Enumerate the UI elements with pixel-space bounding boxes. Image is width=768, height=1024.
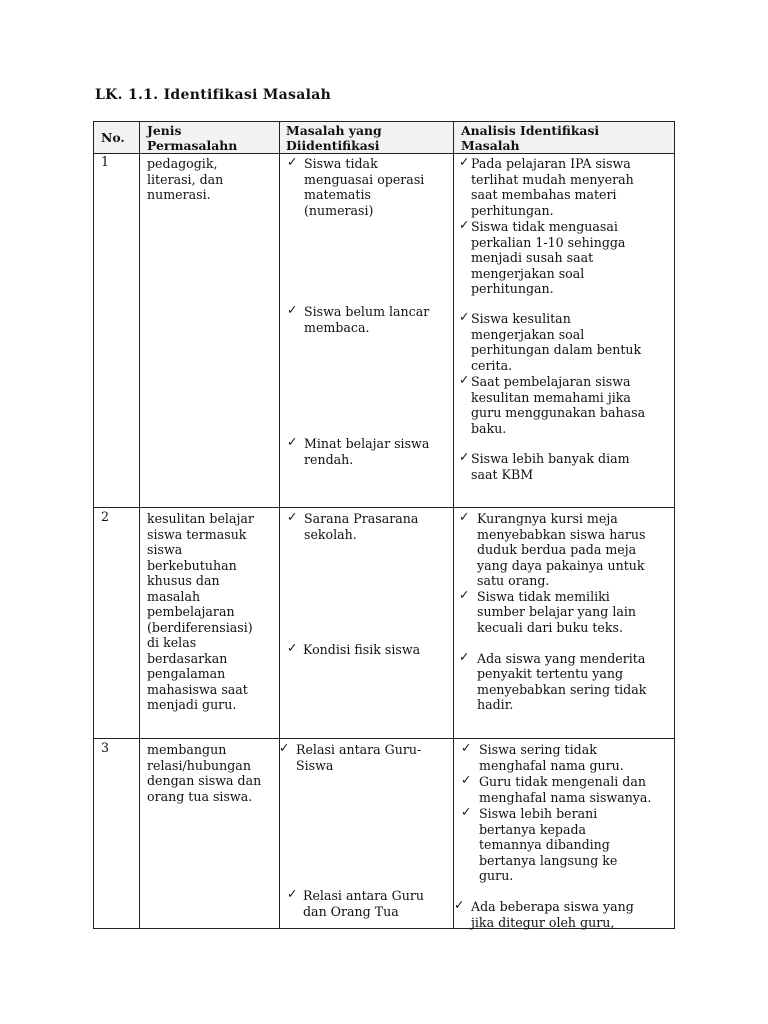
analisis-line: Pada pelajaran IPA siswa [471,156,631,171]
analisis-line: mengerjakan soal [471,266,585,281]
jenis-line: pembelajaran [147,604,235,619]
jenis-line: berdasarkan [147,651,228,666]
header-masalah-line1: Masalah yang [286,123,382,138]
column-divider [139,122,140,928]
masalah-line: rendah. [304,452,354,467]
analisis-line: Siswa tidak menguasai [471,219,618,234]
jenis-line: siswa termasuk [147,527,247,542]
analisis-line: saat KBM [471,467,534,482]
masalah-line: dan Orang Tua [303,904,399,919]
jenis-line: khusus dan [147,573,220,588]
page-title: LK. 1.1. Identifikasi Masalah [95,87,332,103]
jenis-line: siswa [147,542,183,557]
analisis-line: bertanya kepada [479,822,587,837]
analisis-line: baku. [471,421,507,436]
analisis-line: Siswa lebih banyak diam [471,451,630,466]
check-icon: ✓ [459,309,470,324]
jenis-line: orang tua siswa. [147,789,253,804]
analisis-line: sumber belajar yang lain [477,604,637,619]
row-number: 3 [101,740,110,755]
jenis-line: numerasi. [147,187,211,202]
jenis-line: pedagogik, [147,156,218,171]
check-icon: ✓ [459,372,470,387]
check-icon: ✓ [459,217,470,232]
analisis-line: jika ditegur oleh guru, [471,915,615,930]
check-icon: ✓ [459,449,470,464]
masalah-line: Siswa [296,758,334,773]
analisis-line: kecuali dari buku teks. [477,620,623,635]
analisis-line: guru menggunakan bahasa [471,405,646,420]
masalah-line: Sarana Prasarana [304,511,419,526]
row-number: 2 [101,509,110,524]
analisis-line: yang daya pakainya untuk [477,558,645,573]
check-icon: ✓ [287,302,298,317]
row-divider [94,738,674,739]
check-icon: ✓ [287,509,298,524]
analisis-line: Guru tidak mengenali dan [479,774,646,789]
masalah-line: membaca. [304,320,370,335]
analisis-line: Saat pembelajaran siswa [471,374,631,389]
header-jenis-line1: Jenis [147,123,182,138]
analisis-line: menyebabkan siswa harus [477,527,646,542]
column-divider [453,122,454,928]
masalah-line: (numerasi) [304,203,374,218]
masalah-line: Relasi antara Guru- [296,742,422,757]
masalah-line: sekolah. [304,527,357,542]
analisis-line: bertanya langsung ke [479,853,618,868]
check-icon: ✓ [459,587,470,602]
analisis-line: temannya dibanding [479,837,610,852]
jenis-line: berkebutuhan [147,558,237,573]
masalah-line: Relasi antara Guru [303,888,424,903]
analisis-line: perhitungan. [471,203,554,218]
analisis-line: Siswa sering tidak [479,742,597,757]
masalah-line: menguasai operasi [304,172,425,187]
analisis-line: hadir. [477,697,514,712]
jenis-line: literasi, dan [147,172,224,187]
analisis-line: menghafal nama siswanya. [479,790,652,805]
identification-table [93,121,675,929]
analisis-line: penyakit tertentu yang [477,666,624,681]
analisis-line: Ada siswa yang menderita [477,651,646,666]
check-icon: ✓ [287,434,298,449]
check-icon: ✓ [459,649,470,664]
masalah-line: Siswa belum lancar [304,304,430,319]
analisis-line: menjadi susah saat [471,250,594,265]
check-icon: ✓ [287,886,298,901]
check-icon: ✓ [461,772,472,787]
analisis-line: terlihat mudah menyerah [471,172,634,187]
jenis-line: di kelas [147,635,197,650]
analisis-line: menyebabkan sering tidak [477,682,647,697]
column-divider [279,122,280,928]
jenis-line: masalah [147,589,201,604]
analisis-line: Siswa lebih berani [479,806,598,821]
row-number: 1 [101,154,110,169]
masalah-line: Kondisi fisik siswa [303,642,421,657]
header-no: No. [101,130,125,145]
row-divider [94,507,674,508]
analisis-line: cerita. [471,358,513,373]
check-icon: ✓ [287,640,298,655]
jenis-line: kesulitan belajar [147,511,254,526]
jenis-line: membangun [147,742,227,757]
jenis-line: pengalaman [147,666,226,681]
analisis-line: Siswa tidak memiliki [477,589,610,604]
analisis-line: satu orang. [477,573,550,588]
analisis-line: kesulitan memahami jika [471,390,631,405]
analisis-line: mengerjakan soal [471,327,585,342]
analisis-line: perhitungan dalam bentuk [471,342,642,357]
check-icon: ✓ [461,804,472,819]
check-icon: ✓ [461,740,472,755]
jenis-line: menjadi guru. [147,697,237,712]
header-masalah-line2: Diidentifikasi [286,138,380,153]
masalah-line: Siswa tidak [304,156,378,171]
analisis-line: perkalian 1-10 sehingga [471,235,626,250]
analisis-line: menghafal nama guru. [479,758,624,773]
analisis-line: perhitungan. [471,281,554,296]
analisis-line: guru. [479,868,514,883]
jenis-line: dengan siswa dan [147,773,262,788]
header-analisis-line2: Masalah [461,138,520,153]
analisis-line: Ada beberapa siswa yang [471,899,634,914]
masalah-line: Minat belajar siswa [304,436,430,451]
check-icon: ✓ [459,154,470,169]
jenis-line: mahasiswa saat [147,682,248,697]
analisis-line: duduk berdua pada meja [477,542,637,557]
analisis-line: saat membahas materi [471,187,617,202]
check-icon: ✓ [459,509,470,524]
masalah-line: matematis [304,187,371,202]
analisis-line: Siswa kesulitan [471,311,571,326]
header-analisis-line1: Analisis Identifikasi [461,123,600,138]
check-icon: ✓ [287,154,298,169]
jenis-line: relasi/hubungan [147,758,251,773]
analisis-line: Kurangnya kursi meja [477,511,618,526]
header-jenis-line2: Permasalahn [147,138,238,153]
check-icon: ✓ [279,740,290,755]
jenis-line: (berdiferensiasi) [147,620,253,635]
check-icon: ✓ [454,897,465,912]
